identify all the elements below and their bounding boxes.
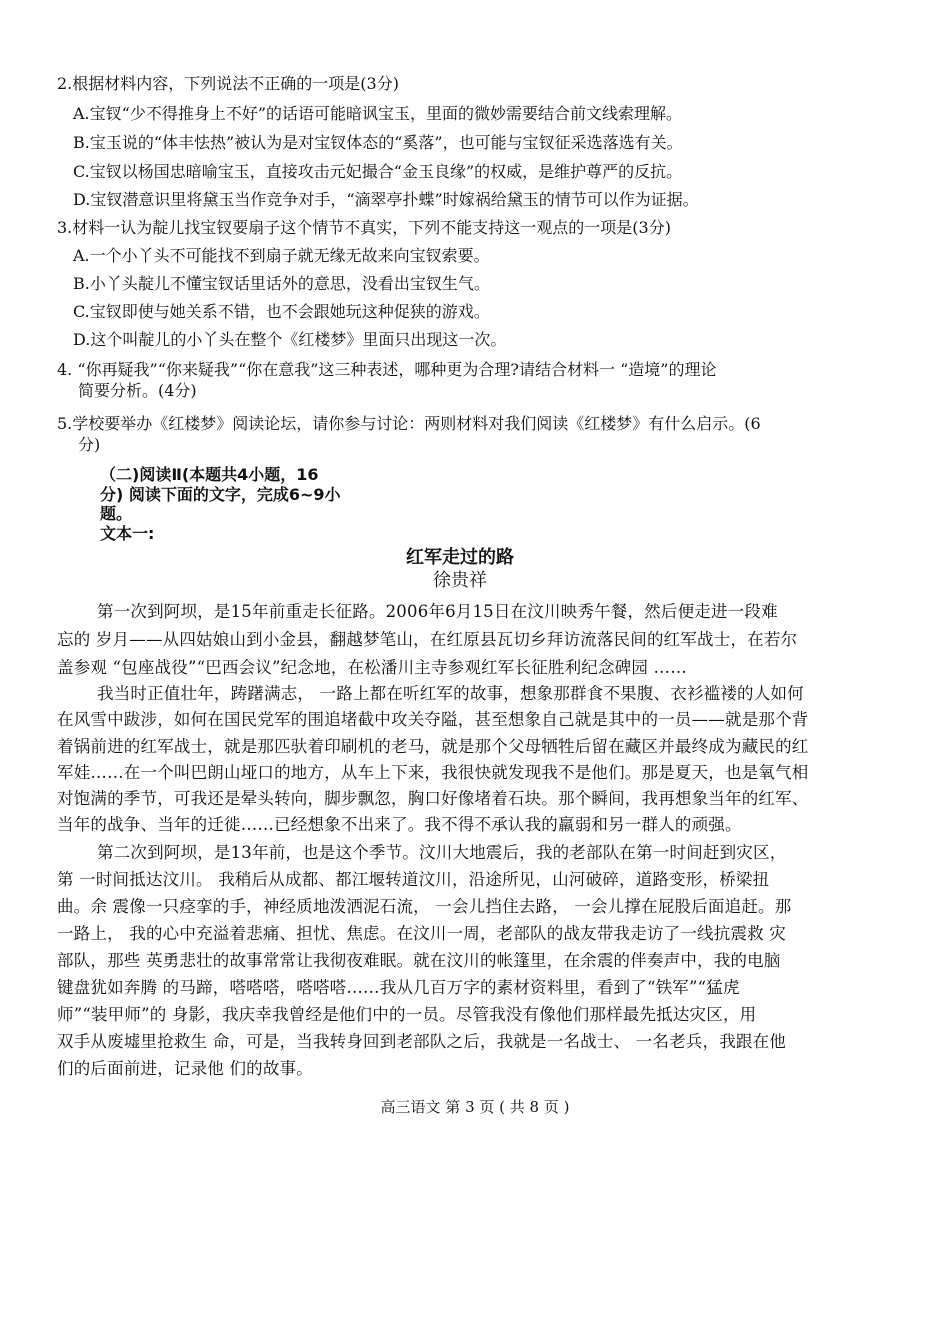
paragraph-2-line: 当年的战争、当年的迁徙……已经想象不出来了。我不得不承认我的羸弱和另一群人的顽强。 <box>57 815 742 834</box>
page-footer: 高三语文 第 3 页 ( 共 8 页 ) <box>380 1098 570 1116</box>
q3-option-d: D.这个叫靛儿的小丫头在整个《红楼梦》里面只出现这一次。 <box>73 330 507 349</box>
q2-option-b: B.宝玉说的“体丰怯热”被认为是对宝钗体态的“奚落”，也可能与宝钗征采选落选有关。 <box>73 133 683 152</box>
paragraph-3-line: 第二次到阿坝，是13年前，也是这个季节。汶川大地震后，我的老部队在第一时间赶到灾区， <box>97 843 787 862</box>
paragraph-2-line: 着锅前进的红军战士，就是那匹驮着印刷机的老马，就是那个父母牺牲后留在藏区并最终成为藏民的红 <box>57 737 809 756</box>
paragraph-2-line: 对饱满的季节，可我还是晕头转向，脚步飘忽，胸口好像堵着石块。那个瞬间，我再想象当年的红军、 <box>57 789 809 808</box>
section-heading-line-3: 题。 <box>100 504 133 523</box>
q5-line-1: 5.学校要举办《红楼梦》阅读论坛，请你参与讨论：两则材料对我们阅读《红楼梦》有什么启示。(6 <box>57 414 761 433</box>
q2-stem: 2.根据材料内容，下列说法不正确的一项是(3分) <box>57 74 399 93</box>
q2-option-c: C.宝钗以杨国忠暗喻宝玉，直接攻击元妃撮合“金玉良缘”的权威，是维护尊严的反抗。 <box>73 162 683 181</box>
paragraph-3-line: 部队，那些 英勇悲壮的故事常常让我彻夜难眠。就在汶川的帐篷里，在余震的伴奏声中，我的电脑 <box>57 951 781 970</box>
section-heading-line-2: 分) 阅读下面的文字，完成6~9小 <box>100 485 341 504</box>
paragraph-3-line: 曲。余 震像一只痉挛的手，神经质地泼洒泥石流， 一会儿挡住去路， 一会儿撑在屁股后面追赶。那 <box>57 897 792 916</box>
paragraph-3-line: 们的后面前进，记录他 们的故事。 <box>57 1059 313 1078</box>
q3-option-a: A.一个小丫头不可能找不到扇子就无缘无故来向宝钗索要。 <box>73 246 490 265</box>
text-one-label: 文本一: <box>100 524 155 543</box>
article-title: 红军走过的路 <box>406 547 514 568</box>
q3-stem: 3.材料一认为靛儿找宝钗要扇子这个情节不真实，下列不能支持这一观点的一项是(3分) <box>57 218 671 237</box>
paragraph-2-line: 我当时正值壮年，踌躇满志， 一路上都在听红军的故事，想象那群食不果腹、衣衫褴褛的人如何 <box>97 684 804 703</box>
paragraph-1-line: 第一次到阿坝，是15年前重走长征路。2006年6月15日在汶川映秀午餐，然后便走进一段难 <box>97 602 778 621</box>
paragraph-2-line: 在风雪中跋涉，如何在国民党军的围追堵截中攻关夺隘，甚至想象自己就是其中的一员——就是那个背 <box>57 710 809 729</box>
paragraph-1-line: 忘的 岁月——从四姑娘山到小金县，翻越梦笔山，在红原县瓦切乡拜访流落民间的红军战士，在若尔 <box>57 630 798 649</box>
paragraph-3-line: 第 一时间抵达汶川。 我稍后从成都、都江堰转道汶川，沿途所见，山河破碎，道路变形，桥梁扭 <box>57 870 770 889</box>
article-author: 徐贵祥 <box>433 570 487 591</box>
paragraph-2-line: 军娃……在一个叫巴朗山垭口的地方，从车上下来，我很快就发现我不是他们。那是夏天，也是氧气相 <box>57 763 809 782</box>
q4-line-1: 4. “你再疑我”“你来疑我”“你在意我”这三种表述，哪种更为合理?请结合材料一 “造境”的理论 <box>57 360 717 379</box>
paragraph-3-line: 师”“装甲师”的 身影，我庆幸我曾经是他们中的一员。尽管我没有像他们那样最先抵达灾区，用 <box>57 1005 757 1024</box>
q3-option-b: B.小丫头靛儿不懂宝钗话里话外的意思，没看出宝钗生气。 <box>73 274 490 293</box>
q4-line-2: 简要分析。(4分) <box>78 381 197 400</box>
q2-option-a: A.宝钗“少不得推身上不好”的话语可能暗讽宝玉，里面的微妙需要结合前文线索理解。 <box>73 104 683 123</box>
paragraph-3-line: 一路上， 我的心中充溢着悲痛、担忧、焦虑。在汶川一周，老部队的战友带我走访了一线抗震救 灾 <box>57 924 786 943</box>
paragraph-3-line: 双手从废墟里抢救生 命，可是，当我转身回到老部队之后，我就是一名战士、 一名老兵，我跟在他 <box>57 1032 786 1051</box>
section-heading-line-1: （二)阅读Ⅱ(本题共4小题，16 <box>100 465 319 484</box>
q3-option-c: C.宝钗即使与她关系不错，也不会跟她玩这种促狭的游戏。 <box>73 302 490 321</box>
paragraph-3-line: 键盘犹如奔腾 的马蹄，嗒嗒嗒，嗒嗒嗒……我从几百万字的素材资料里，看到了“铁军”“猛虎 <box>57 978 740 997</box>
paragraph-1-line: 盖参观 “包座战役”“巴西会议”纪念地，在松潘川主寺参观红军长征胜利纪念碑园 …… <box>57 658 687 677</box>
q2-option-d: D.宝钗潜意识里将黛玉当作竞争对手，“滴翠亭扑蝶”时嫁祸给黛玉的情节可以作为证据。 <box>73 190 699 209</box>
q5-line-2: 分) <box>78 435 101 454</box>
